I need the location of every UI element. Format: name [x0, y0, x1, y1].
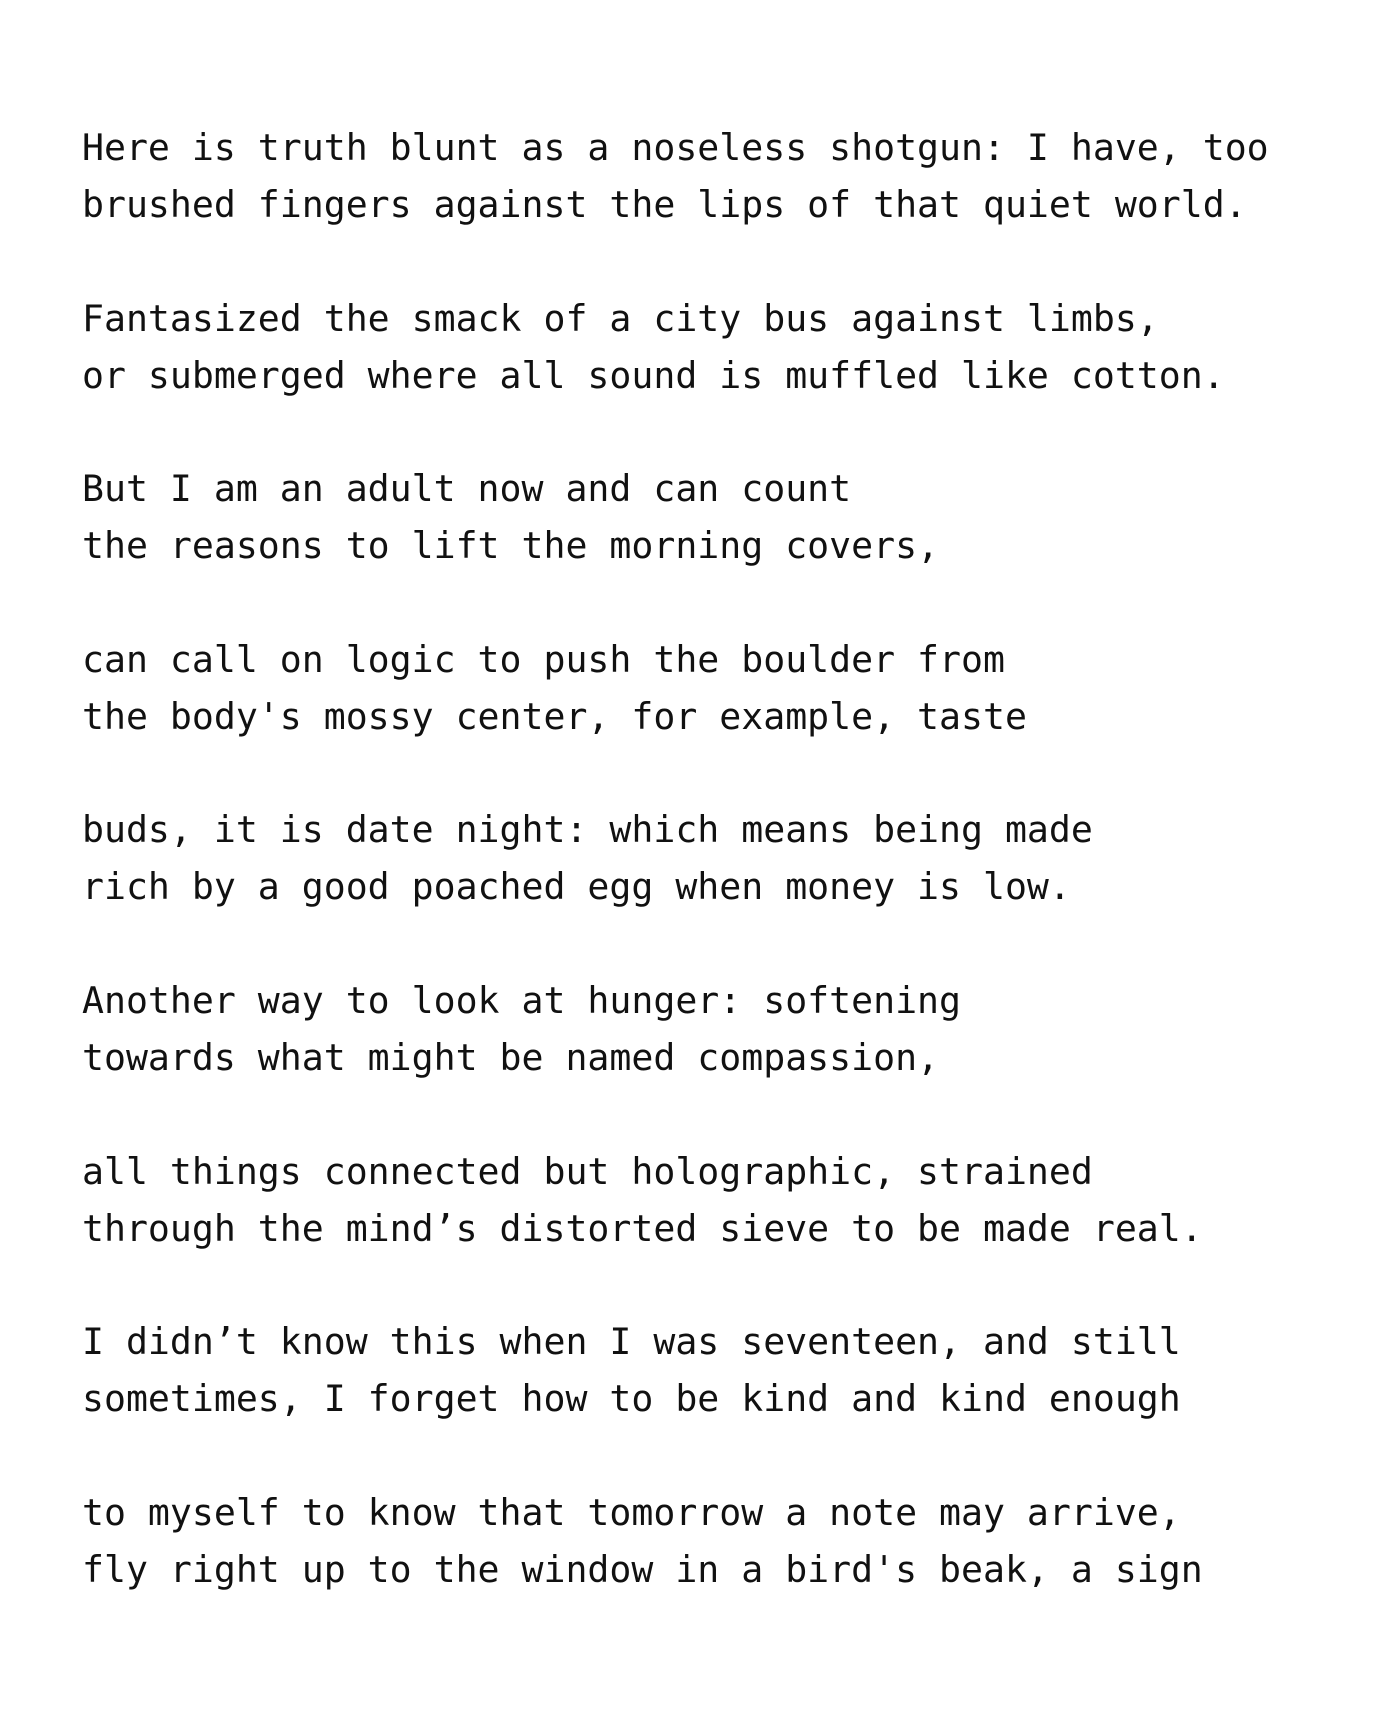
poem-line: all things connected but holographic, strained [82, 1149, 1093, 1193]
poem-line: I didn’t know this when I was seventeen, and still [82, 1320, 1181, 1364]
stanza-4 [82, 631, 1362, 745]
stanza-3 [82, 460, 1362, 574]
poem-line: Here is truth blunt as a noseless shotgun: I have, too [82, 126, 1269, 169]
poem-line: through the mind’s distorted sieve to be made real. [82, 1206, 1203, 1250]
stanza-9 [82, 1484, 1362, 1598]
poem-line: fly right up to the window in a bird's beak, a sign [82, 1547, 1203, 1591]
poem-line: towards what might be named compassion, [82, 1035, 940, 1079]
stanza-2 [82, 290, 1362, 404]
stanza-5 [82, 801, 1362, 915]
poem-line: or submerged where all sound is muffled like cotton. [82, 353, 1225, 397]
poem-line: brushed fingers against the lips of that quiet world. [82, 183, 1247, 226]
poem-line: the body's mossy center, for example, taste [82, 694, 1027, 738]
poem-line: can call on logic to push the boulder from [82, 637, 1005, 681]
poem-line: buds, it is date night: which means being made [82, 808, 1093, 852]
poem-line: But I am an adult now and can count [82, 467, 852, 511]
stanza-6 [82, 972, 1362, 1086]
stanza-7 [82, 1143, 1362, 1257]
poem-page [82, 119, 1362, 1654]
poem-line: Fantasized the smack of a city bus against limbs, [82, 296, 1159, 340]
stanza-1 [82, 119, 1362, 233]
poem-line: sometimes, I forget how to be kind and kind enough [82, 1377, 1181, 1421]
poem-line: the reasons to lift the morning covers, [82, 524, 940, 568]
poem-line: rich by a good poached egg when money is low. [82, 865, 1071, 909]
poem-line: Another way to look at hunger: softening [82, 978, 961, 1022]
stanza-8 [82, 1313, 1362, 1427]
poem-line: to myself to know that tomorrow a note may arrive, [82, 1490, 1181, 1534]
